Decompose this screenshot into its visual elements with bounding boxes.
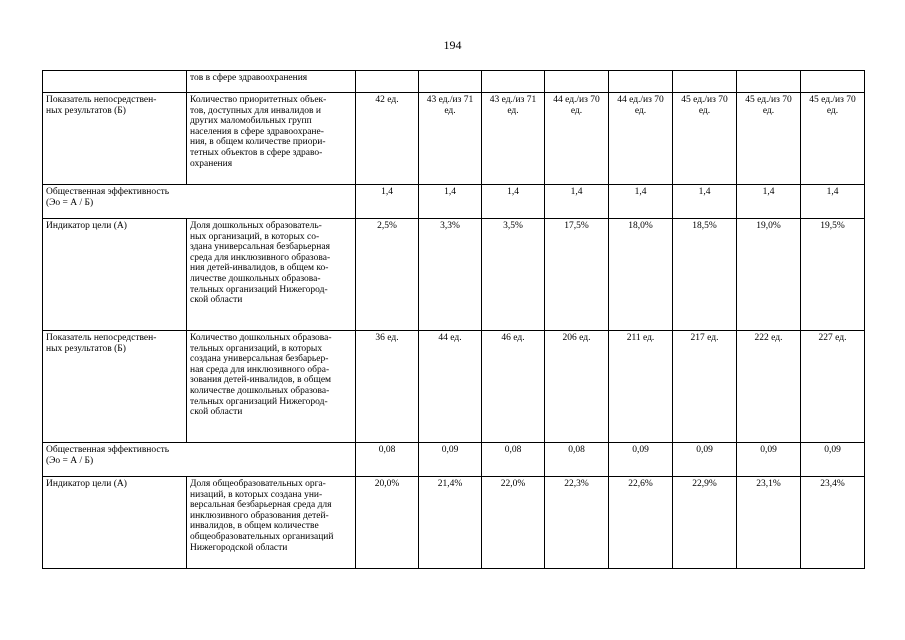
- value-cell: 1,4: [737, 185, 801, 219]
- row-description: Количество дошкольных образова- тельных организаций, в которых создана универсальная безбарьер- ная среда для инклюзивного обра- зования детей-инвалидов, в общем количестве дошкольных образова- тельных организаций Нижегород- ской области: [187, 331, 356, 443]
- value-cell: 19,0%: [737, 219, 801, 331]
- value-cell: 18,5%: [673, 219, 737, 331]
- row-description: Доля дошкольных образователь- ных организаций, в которых со- здана универсальная безбарьерная среда для инклюзивного образова- ния детей-инвалидов, в общем ко- личестве дошкольных образова- тельных организаций Нижегород- ской области: [187, 219, 356, 331]
- value-cell: 44 ед./из 70 ед.: [545, 93, 609, 185]
- value-cell: 3,5%: [482, 219, 545, 331]
- value-cell: 45 ед./из 70 ед.: [801, 93, 865, 185]
- value-cell: 227 ед.: [801, 331, 865, 443]
- value-cell: 46 ед.: [482, 331, 545, 443]
- table-row: [43, 477, 865, 569]
- table-row: [43, 185, 865, 219]
- table-row: [43, 93, 865, 185]
- value-cell: 21,4%: [419, 477, 482, 569]
- value-cell: 0,09: [673, 443, 737, 477]
- value-cell: 22,6%: [609, 477, 673, 569]
- value-cell: 18,0%: [609, 219, 673, 331]
- value-cell: 1,4: [545, 185, 609, 219]
- value-cell: 0,09: [419, 443, 482, 477]
- value-cell: [673, 71, 737, 93]
- value-cell: 3,3%: [419, 219, 482, 331]
- value-cell: 22,9%: [673, 477, 737, 569]
- value-cell: 1,4: [482, 185, 545, 219]
- value-cell: 1,4: [356, 185, 419, 219]
- value-cell: [609, 71, 673, 93]
- table-body: [43, 71, 865, 569]
- value-cell: 43 ед./из 71 ед.: [419, 93, 482, 185]
- value-cell: 1,4: [801, 185, 865, 219]
- table-row: [43, 331, 865, 443]
- row-label: Общественная эффективность (Эо = А / Б): [43, 185, 356, 219]
- value-cell: 45 ед./из 70 ед.: [673, 93, 737, 185]
- row-description: Количество приоритетных объек- тов, доступных для инвалидов и других маломобильных групп населения в сфере здравоохране- ния, в общем количестве приори- тетных объектов в сфере здраво- охранения: [187, 93, 356, 185]
- row-description: тов в сфере здравоохранения: [187, 71, 356, 93]
- row-description: Доля общеобразовательных орга- низаций, в которых создана уни- версальная безбарьерная среда для инклюзивного образования детей- инвалидов, в общем количестве общеобразовательных организаций Нижегородской области: [187, 477, 356, 569]
- value-cell: 206 ед.: [545, 331, 609, 443]
- value-cell: 1,4: [609, 185, 673, 219]
- value-cell: 45 ед./из 70 ед.: [737, 93, 801, 185]
- value-cell: 20,0%: [356, 477, 419, 569]
- value-cell: 22,3%: [545, 477, 609, 569]
- value-cell: 44 ед./из 70 ед.: [609, 93, 673, 185]
- value-cell: 1,4: [673, 185, 737, 219]
- value-cell: 17,5%: [545, 219, 609, 331]
- value-cell: [737, 71, 801, 93]
- row-label: Индикатор цели (А): [43, 477, 187, 569]
- row-label: Показатель непосредствен- ных результатов (Б): [43, 93, 187, 185]
- value-cell: 1,4: [419, 185, 482, 219]
- table-row: [43, 219, 865, 331]
- row-label: [43, 71, 187, 93]
- value-cell: 0,09: [801, 443, 865, 477]
- value-cell: 2,5%: [356, 219, 419, 331]
- table-row: [43, 443, 865, 477]
- page-number: 194: [443, 38, 462, 52]
- value-cell: 43 ед./из 71 ед.: [482, 93, 545, 185]
- indicators-table: [42, 70, 865, 569]
- row-label: Индикатор цели (А): [43, 219, 187, 331]
- value-cell: 217 ед.: [673, 331, 737, 443]
- value-cell: 23,4%: [801, 477, 865, 569]
- value-cell: [482, 71, 545, 93]
- value-cell: 42 ед.: [356, 93, 419, 185]
- value-cell: 0,08: [482, 443, 545, 477]
- table-row: [43, 71, 865, 93]
- row-label: Общественная эффективность (Эо = А / Б): [43, 443, 356, 477]
- value-cell: [801, 71, 865, 93]
- value-cell: [545, 71, 609, 93]
- value-cell: 23,1%: [737, 477, 801, 569]
- value-cell: 0,09: [737, 443, 801, 477]
- row-label: Показатель непосредствен- ных результатов (Б): [43, 331, 187, 443]
- value-cell: 36 ед.: [356, 331, 419, 443]
- value-cell: 44 ед.: [419, 331, 482, 443]
- value-cell: 211 ед.: [609, 331, 673, 443]
- value-cell: 19,5%: [801, 219, 865, 331]
- value-cell: 0,09: [609, 443, 673, 477]
- value-cell: 0,08: [545, 443, 609, 477]
- value-cell: [356, 71, 419, 93]
- value-cell: 222 ед.: [737, 331, 801, 443]
- value-cell: 22,0%: [482, 477, 545, 569]
- value-cell: [419, 71, 482, 93]
- value-cell: 0,08: [356, 443, 419, 477]
